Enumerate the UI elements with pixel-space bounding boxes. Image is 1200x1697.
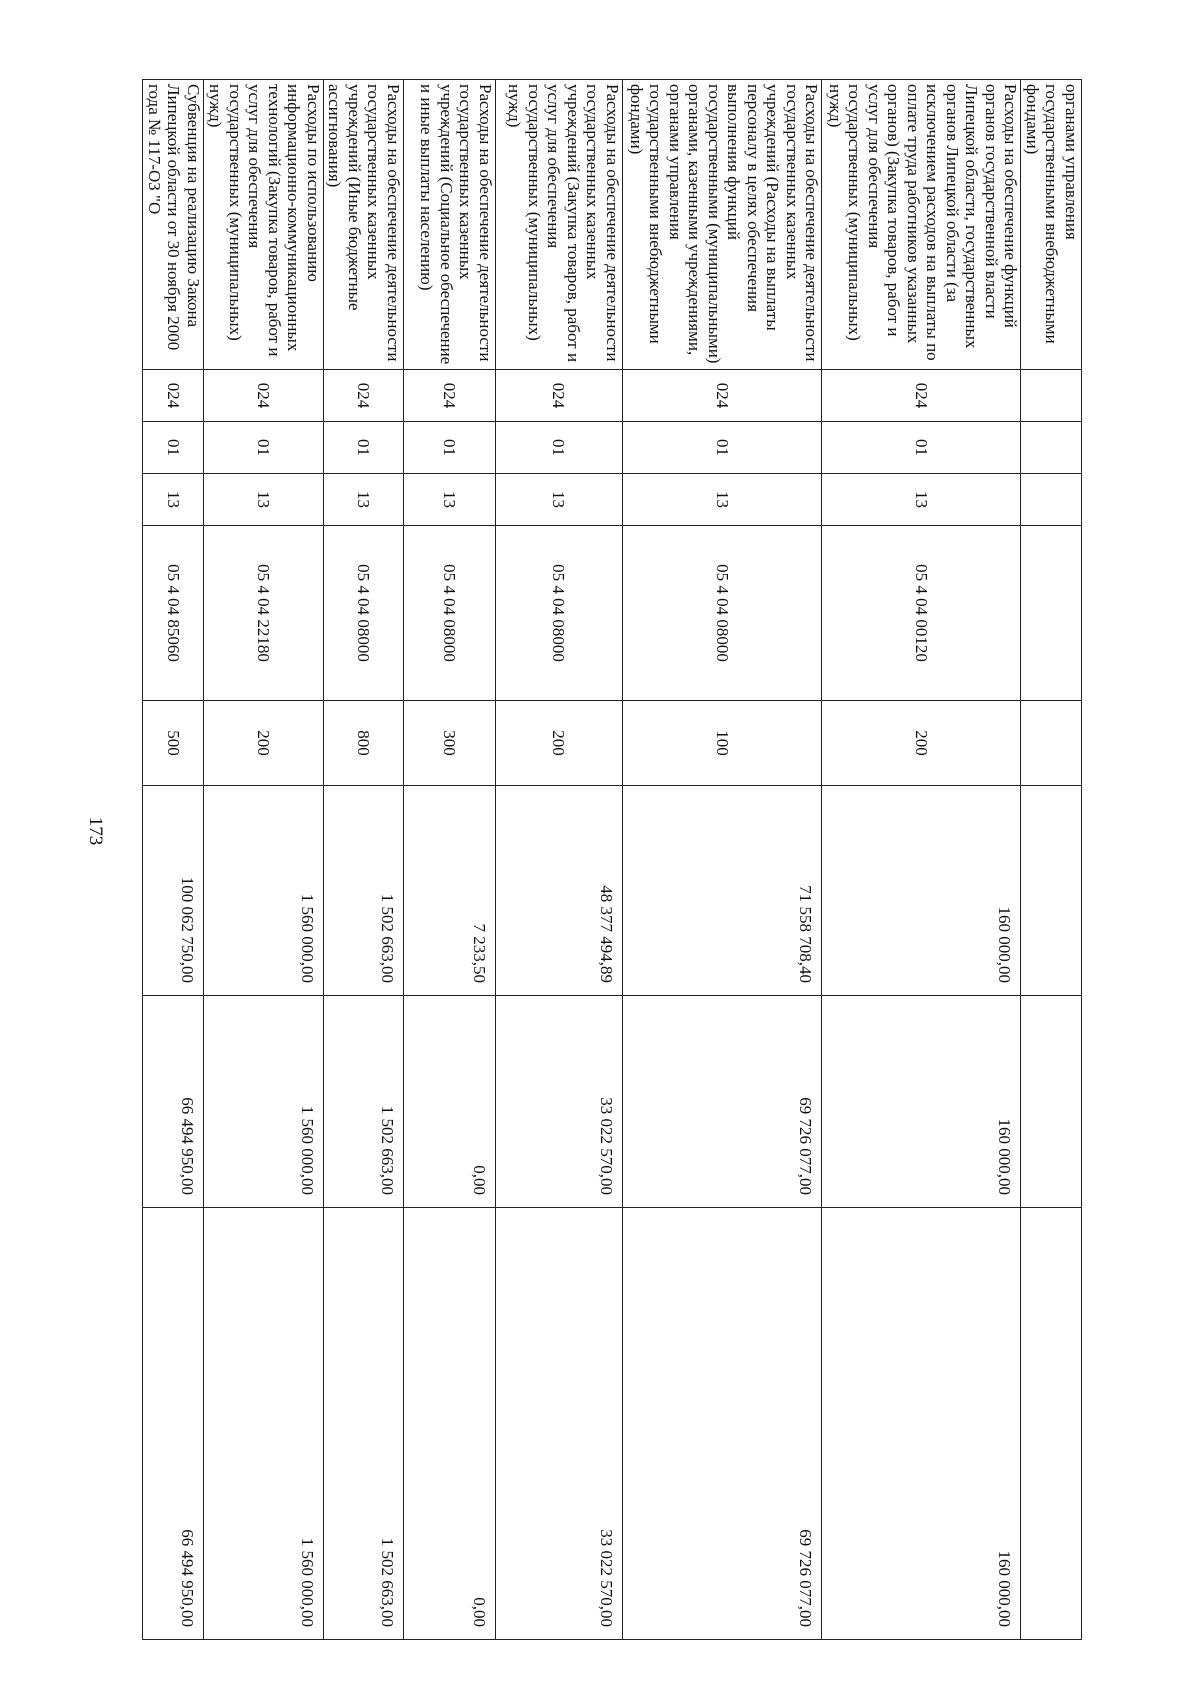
target-code: 05 4 04 08000 xyxy=(403,525,495,700)
row-description: Расходы на обеспечение деятельности государственных казенных учреждений (Иные бюджетные ассигнования) xyxy=(323,79,403,369)
table-row xyxy=(495,79,622,1639)
section-code: 01 xyxy=(203,421,323,473)
row-description: Расходы на обеспечение деятельности государственных казенных учреждений (Расходы на выплаты персоналу в целях обеспечения выполнения функций государственными (муниципальными) органами, казенными учреждениями, органами управления государственными внебюджетными фондами) xyxy=(622,79,821,369)
target-code: 05 4 04 08000 xyxy=(323,525,403,700)
section-code: 01 xyxy=(822,421,1021,473)
amount-year3: 1 502 663,00 xyxy=(323,1207,403,1639)
expense-type-code: 200 xyxy=(822,700,1021,785)
row-description: Расходы на обеспечение деятельности государственных казенных учреждений (Социальное обеспечение и иные выплаты населению) xyxy=(403,79,495,369)
amount-year2: 160 000,00 xyxy=(822,995,1021,1207)
section-code: 01 xyxy=(143,421,204,473)
subsection-code: 13 xyxy=(403,473,495,525)
subsection-code: 13 xyxy=(203,473,323,525)
admin-code: 024 xyxy=(203,369,323,421)
amount-year2: 66 494 950,00 xyxy=(143,995,204,1207)
admin-code: 024 xyxy=(143,369,204,421)
target-code: 05 4 04 85060 xyxy=(143,525,204,700)
amount-year3: 66 494 950,00 xyxy=(143,1207,204,1639)
amount-year3: 69 726 077,00 xyxy=(622,1207,821,1639)
amount-year2: 1 502 663,00 xyxy=(323,995,403,1207)
target-code: 05 4 04 08000 xyxy=(622,525,821,700)
expense-type-code: 300 xyxy=(403,700,495,785)
amount-year1 xyxy=(1021,785,1082,995)
amount-year2: 0,00 xyxy=(403,995,495,1207)
subsection-code: 13 xyxy=(622,473,821,525)
row-description: Расходы на обеспечение функций органов государственной власти Липецкой области, государственных органов Липецкой области (за исключением расходов на выплаты по оплате труда работников указанных органов) (Закупка товаров, работ и услуг для обеспечения государственных (муниципальных) нужд) xyxy=(822,79,1021,369)
admin-code xyxy=(1021,369,1082,421)
admin-code: 024 xyxy=(822,369,1021,421)
admin-code: 024 xyxy=(403,369,495,421)
amount-year3: 1 560 000,00 xyxy=(203,1207,323,1639)
amount-year1: 48 377 494,89 xyxy=(495,785,622,995)
section-code: 01 xyxy=(622,421,821,473)
amount-year1: 1 502 663,00 xyxy=(323,785,403,995)
section-code xyxy=(1021,421,1082,473)
amount-year3: 160 000,00 xyxy=(822,1207,1021,1639)
amount-year1: 100 062 750,00 xyxy=(143,785,204,995)
amount-year2: 33 022 570,00 xyxy=(495,995,622,1207)
target-code: 05 4 04 22180 xyxy=(203,525,323,700)
target-code xyxy=(1021,525,1082,700)
budget-table xyxy=(142,79,1082,1640)
section-code: 01 xyxy=(403,421,495,473)
table-row xyxy=(403,79,495,1639)
subsection-code: 13 xyxy=(822,473,1021,525)
amount-year2: 69 726 077,00 xyxy=(622,995,821,1207)
expense-type-code: 200 xyxy=(495,700,622,785)
table-row xyxy=(822,79,1021,1639)
rotated-table-container xyxy=(142,79,1082,1639)
amount-year3 xyxy=(1021,1207,1082,1639)
section-code: 01 xyxy=(495,421,622,473)
row-description: Расходы по использованию информационно-коммуникационных технологий (Закупка товаров, работ и услуг для обеспечения государственных (муниципальных) нужд) xyxy=(203,79,323,369)
amount-year1: 1 560 000,00 xyxy=(203,785,323,995)
subsection-code: 13 xyxy=(323,473,403,525)
page-number: 173 xyxy=(85,816,106,846)
table-row xyxy=(622,79,821,1639)
expense-type-code: 800 xyxy=(323,700,403,785)
amount-year2 xyxy=(1021,995,1082,1207)
admin-code: 024 xyxy=(495,369,622,421)
admin-code: 024 xyxy=(622,369,821,421)
amount-year2: 1 560 000,00 xyxy=(203,995,323,1207)
expense-type-code: 100 xyxy=(622,700,821,785)
expense-type-code xyxy=(1021,700,1082,785)
target-code: 05 4 04 08000 xyxy=(495,525,622,700)
table-row xyxy=(143,79,204,1639)
target-code: 05 4 04 00120 xyxy=(822,525,1021,700)
row-description: Расходы на обеспечение деятельности государственных казенных учреждений (Закупка товаров, работ и услуг для обеспечения государственных (муниципальных) нужд) xyxy=(495,79,622,369)
subsection-code: 13 xyxy=(495,473,622,525)
amount-year1: 7 233,50 xyxy=(403,785,495,995)
row-description: Субвенция на реализацию Закона Липецкой области от 30 ноября 2000 года № 117-ОЗ "О xyxy=(143,79,204,369)
amount-year1: 160 000,00 xyxy=(822,785,1021,995)
expense-type-code: 200 xyxy=(203,700,323,785)
table-row xyxy=(323,79,403,1639)
expense-type-code: 500 xyxy=(143,700,204,785)
amount-year3: 33 022 570,00 xyxy=(495,1207,622,1639)
admin-code: 024 xyxy=(323,369,403,421)
section-code: 01 xyxy=(323,421,403,473)
table-row xyxy=(203,79,323,1639)
amount-year1: 71 558 708,40 xyxy=(622,785,821,995)
subsection-code: 13 xyxy=(143,473,204,525)
amount-year3: 0,00 xyxy=(403,1207,495,1639)
subsection-code xyxy=(1021,473,1082,525)
table-row xyxy=(1021,79,1082,1639)
row-description: органами управления государственными внебюджетными фондами) xyxy=(1021,79,1082,369)
